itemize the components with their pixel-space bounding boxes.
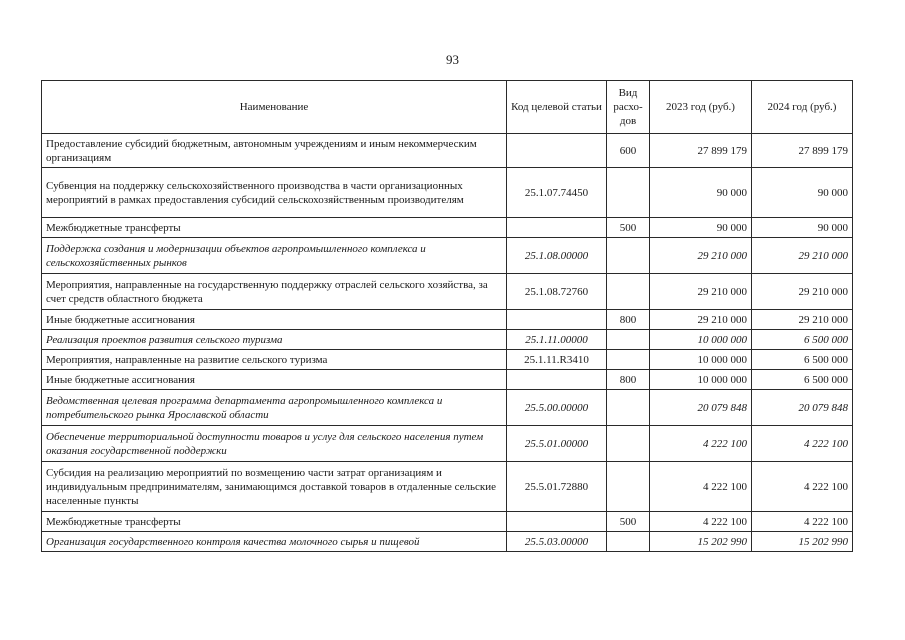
cell-name: Мероприятия, направленные на государственную поддержку отраслей сельского хозяйства, за счет средств областного бюджета bbox=[42, 274, 507, 310]
cell-2023: 10 000 000 bbox=[650, 370, 752, 390]
cell-2024: 29 210 000 bbox=[752, 274, 853, 310]
cell-code: 25.1.11.R3410 bbox=[507, 350, 607, 370]
cell-2024: 90 000 bbox=[752, 168, 853, 218]
cell-name: Обеспечение территориальной доступности товаров и услуг для сельского населения путем оказания государственной поддержки bbox=[42, 426, 507, 462]
cell-name: Реализация проектов развития сельского туризма bbox=[42, 330, 507, 350]
cell-expense-type: 600 bbox=[607, 134, 650, 168]
cell-name: Поддержка создания и модернизации объектов агропромышленного комплекса и сельскохозяйственных рынков bbox=[42, 238, 507, 274]
table-row bbox=[42, 134, 853, 168]
cell-2024: 90 000 bbox=[752, 218, 853, 238]
header-2023: 2023 год (руб.) bbox=[650, 81, 752, 134]
cell-expense-type bbox=[607, 390, 650, 426]
cell-name: Ведомственная целевая программа департамента агропромышленного комплекса и потребительского рынка Ярославской области bbox=[42, 390, 507, 426]
table-header-row bbox=[42, 81, 853, 134]
cell-name: Организация государственного контроля качества молочного сырья и пищевой bbox=[42, 532, 507, 552]
header-name: Наименование bbox=[42, 81, 507, 134]
cell-expense-type: 500 bbox=[607, 218, 650, 238]
table-row bbox=[42, 512, 853, 532]
cell-2023: 27 899 179 bbox=[650, 134, 752, 168]
cell-2024: 29 210 000 bbox=[752, 310, 853, 330]
cell-code: 25.5.00.00000 bbox=[507, 390, 607, 426]
cell-name: Предоставление субсидий бюджетным, автономным учреждениям и иным некоммерческим организациям bbox=[42, 134, 507, 168]
table-row bbox=[42, 330, 853, 350]
cell-code bbox=[507, 134, 607, 168]
cell-2024: 4 222 100 bbox=[752, 462, 853, 512]
cell-2024: 29 210 000 bbox=[752, 238, 853, 274]
cell-expense-type: 800 bbox=[607, 370, 650, 390]
cell-2023: 29 210 000 bbox=[650, 238, 752, 274]
table-row bbox=[42, 350, 853, 370]
cell-code: 25.1.07.74450 bbox=[507, 168, 607, 218]
cell-2024: 15 202 990 bbox=[752, 532, 853, 552]
cell-code: 25.5.01.72880 bbox=[507, 462, 607, 512]
cell-expense-type bbox=[607, 168, 650, 218]
cell-name: Межбюджетные трансферты bbox=[42, 512, 507, 532]
cell-name: Субвенция на поддержку сельскохозяйственного производства в части организационных мероприятий в рамках предоставления субсидий сельскохозяйственным производителям bbox=[42, 168, 507, 218]
table-row bbox=[42, 310, 853, 330]
cell-2023: 4 222 100 bbox=[650, 462, 752, 512]
cell-2023: 4 222 100 bbox=[650, 512, 752, 532]
cell-expense-type bbox=[607, 532, 650, 552]
cell-code: 25.1.08.00000 bbox=[507, 238, 607, 274]
cell-2023: 10 000 000 bbox=[650, 350, 752, 370]
cell-2024: 6 500 000 bbox=[752, 370, 853, 390]
cell-expense-type bbox=[607, 330, 650, 350]
table-row bbox=[42, 370, 853, 390]
cell-2023: 4 222 100 bbox=[650, 426, 752, 462]
table-row bbox=[42, 532, 853, 552]
cell-2023: 20 079 848 bbox=[650, 390, 752, 426]
cell-2023: 29 210 000 bbox=[650, 310, 752, 330]
cell-2023: 10 000 000 bbox=[650, 330, 752, 350]
cell-code bbox=[507, 218, 607, 238]
cell-expense-type: 500 bbox=[607, 512, 650, 532]
table-row bbox=[42, 390, 853, 426]
table-body bbox=[42, 134, 853, 552]
cell-expense-type bbox=[607, 274, 650, 310]
cell-code: 25.5.01.00000 bbox=[507, 426, 607, 462]
page-number: 93 bbox=[446, 52, 459, 67]
cell-code bbox=[507, 512, 607, 532]
cell-expense-type bbox=[607, 462, 650, 512]
header-code: Код целевой статьи bbox=[507, 81, 607, 134]
table-row bbox=[42, 426, 853, 462]
cell-2024: 20 079 848 bbox=[752, 390, 853, 426]
cell-name: Иные бюджетные ассигнования bbox=[42, 310, 507, 330]
cell-expense-type bbox=[607, 426, 650, 462]
cell-code bbox=[507, 310, 607, 330]
cell-code: 25.5.03.00000 bbox=[507, 532, 607, 552]
cell-code: 25.1.08.72760 bbox=[507, 274, 607, 310]
table-row bbox=[42, 168, 853, 218]
cell-2024: 6 500 000 bbox=[752, 350, 853, 370]
table-row bbox=[42, 218, 853, 238]
cell-2024: 6 500 000 bbox=[752, 330, 853, 350]
cell-code: 25.1.11.00000 bbox=[507, 330, 607, 350]
cell-2024: 4 222 100 bbox=[752, 512, 853, 532]
budget-table bbox=[41, 80, 853, 552]
cell-expense-type bbox=[607, 238, 650, 274]
cell-name: Мероприятия, направленные на развитие сельского туризма bbox=[42, 350, 507, 370]
table-row bbox=[42, 462, 853, 512]
cell-name: Иные бюджетные ассигнования bbox=[42, 370, 507, 390]
cell-2023: 29 210 000 bbox=[650, 274, 752, 310]
cell-expense-type bbox=[607, 350, 650, 370]
table-row bbox=[42, 238, 853, 274]
cell-2023: 15 202 990 bbox=[650, 532, 752, 552]
cell-2023: 90 000 bbox=[650, 168, 752, 218]
cell-code bbox=[507, 370, 607, 390]
header-expense-type: Вид расхо-дов bbox=[607, 81, 650, 134]
cell-2024: 4 222 100 bbox=[752, 426, 853, 462]
cell-name: Межбюджетные трансферты bbox=[42, 218, 507, 238]
cell-name: Субсидия на реализацию мероприятий по возмещению части затрат организациям и индивидуальным предпринимателям, занимающимся доставкой товаров в отдаленные сельские населенные пункты bbox=[42, 462, 507, 512]
header-2024: 2024 год (руб.) bbox=[752, 81, 853, 134]
cell-2024: 27 899 179 bbox=[752, 134, 853, 168]
cell-2023: 90 000 bbox=[650, 218, 752, 238]
table-row bbox=[42, 274, 853, 310]
cell-expense-type: 800 bbox=[607, 310, 650, 330]
